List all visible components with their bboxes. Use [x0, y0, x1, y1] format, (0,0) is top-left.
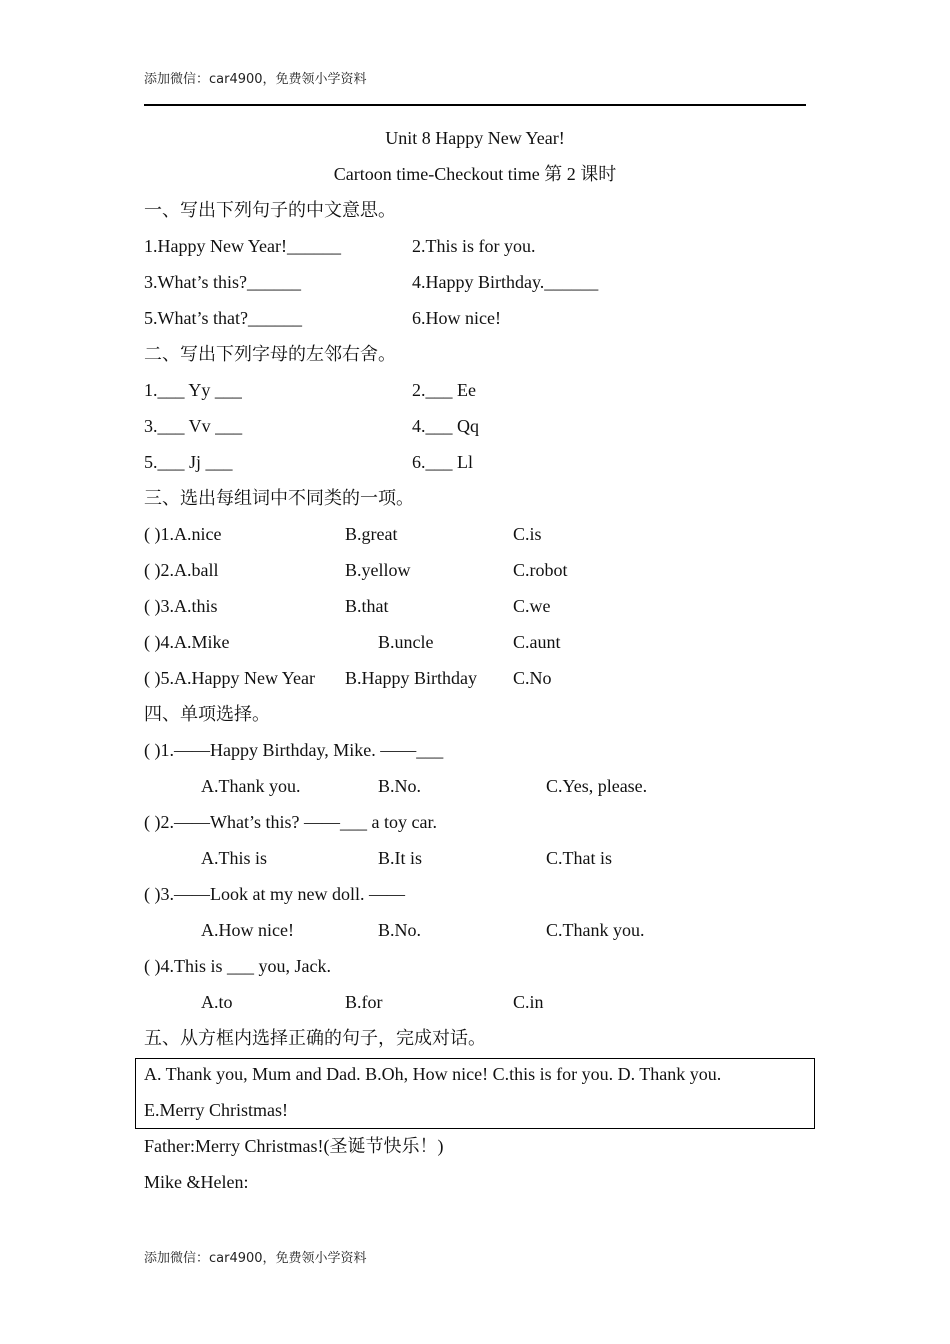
- s4-option-b: B.for: [345, 992, 383, 1012]
- s3-option-c: C.is: [513, 524, 542, 544]
- s1-item: 4.Happy Birthday.______: [412, 272, 599, 292]
- dialog-line: Father:Merry Christmas!(圣诞节快乐！): [144, 1136, 444, 1156]
- s4-option-b: B.No.: [378, 920, 422, 940]
- s4-option-c: C.in: [513, 992, 544, 1012]
- s3-option-c: C.No: [513, 668, 552, 688]
- section3-heading: 三、选出每组词中不同类的一项。: [144, 488, 414, 508]
- s3-question: ( )4.A.Mike: [144, 632, 230, 652]
- s4-option-a: A.This is: [201, 848, 268, 868]
- s4-option-b: B.No.: [378, 776, 422, 796]
- page-header: 添加微信：car4900，免费领小学资料: [144, 72, 367, 87]
- s2-item: 1.___ Yy ___: [144, 380, 242, 400]
- s3-option-b: B.uncle: [378, 632, 434, 652]
- s3-question: ( )2.A.ball: [144, 560, 219, 580]
- s3-option-b: B.that: [345, 596, 389, 616]
- s1-item: 5.What’s that?______: [144, 308, 302, 328]
- s4-question: ( )1.——Happy Birthday, Mike. ——___: [144, 740, 444, 760]
- dialog-line: Mike &Helen:: [144, 1172, 249, 1192]
- worksheet-title: Unit 8 Happy New Year!: [385, 128, 565, 148]
- s2-item: 6.___ Ll: [412, 452, 473, 472]
- box-line: E.Merry Christmas!: [144, 1100, 288, 1120]
- s3-question: ( )1.A.nice: [144, 524, 222, 544]
- s2-item: 2.___ Ee: [412, 380, 476, 400]
- page-footer: 添加微信：car4900，免费领小学资料: [144, 1251, 367, 1266]
- header-divider: [144, 104, 806, 106]
- s3-option-b: B.great: [345, 524, 398, 544]
- s4-option-c: C.Thank you.: [546, 920, 645, 940]
- s1-item: 3.What’s this?______: [144, 272, 301, 292]
- s4-option-c: C.Yes, please.: [546, 776, 648, 796]
- s2-item: 3.___ Vv ___: [144, 416, 243, 436]
- s4-option-a: A.to: [201, 992, 233, 1012]
- s2-item: 4.___ Qq: [412, 416, 479, 436]
- s3-question: ( )5.A.Happy New Year: [144, 668, 315, 688]
- s3-option-b: B.Happy Birthday: [345, 668, 477, 688]
- section5-heading: 五、从方框内选择正确的句子，完成对话。: [144, 1028, 486, 1048]
- section4-heading: 四、单项选择。: [144, 704, 270, 724]
- s4-option-a: A.Thank you.: [201, 776, 301, 796]
- s4-question: ( )3.——Look at my new doll. ——: [144, 884, 405, 904]
- s4-option-b: B.It is: [378, 848, 423, 868]
- section2-heading: 二、写出下列字母的左邻右舍。: [144, 344, 396, 364]
- s4-question: ( )2.——What’s this? ——___ a toy car.: [144, 812, 437, 832]
- s3-question: ( )3.A.this: [144, 596, 218, 616]
- section1-heading: 一、写出下列句子的中文意思。: [144, 200, 396, 220]
- s1-item: 6.How nice!: [412, 308, 501, 328]
- s3-option-c: C.robot: [513, 560, 568, 580]
- box-line: A. Thank you, Mum and Dad. B.Oh, How nice! C.this is for you. D. Thank you.: [144, 1064, 722, 1084]
- s4-option-a: A.How nice!: [201, 920, 294, 940]
- s3-option-c: C.we: [513, 596, 551, 616]
- s4-option-c: C.That is: [546, 848, 612, 868]
- s3-option-c: C.aunt: [513, 632, 561, 652]
- s1-item: 2.This is for you.: [412, 236, 536, 256]
- s1-item: 1.Happy New Year!______: [144, 236, 341, 256]
- s3-option-b: B.yellow: [345, 560, 411, 580]
- worksheet-subtitle: Cartoon time-Checkout time 第 2 课时: [333, 164, 617, 184]
- s4-question: ( )4.This is ___ you, Jack.: [144, 956, 331, 976]
- s2-item: 5.___ Jj ___: [144, 452, 233, 472]
